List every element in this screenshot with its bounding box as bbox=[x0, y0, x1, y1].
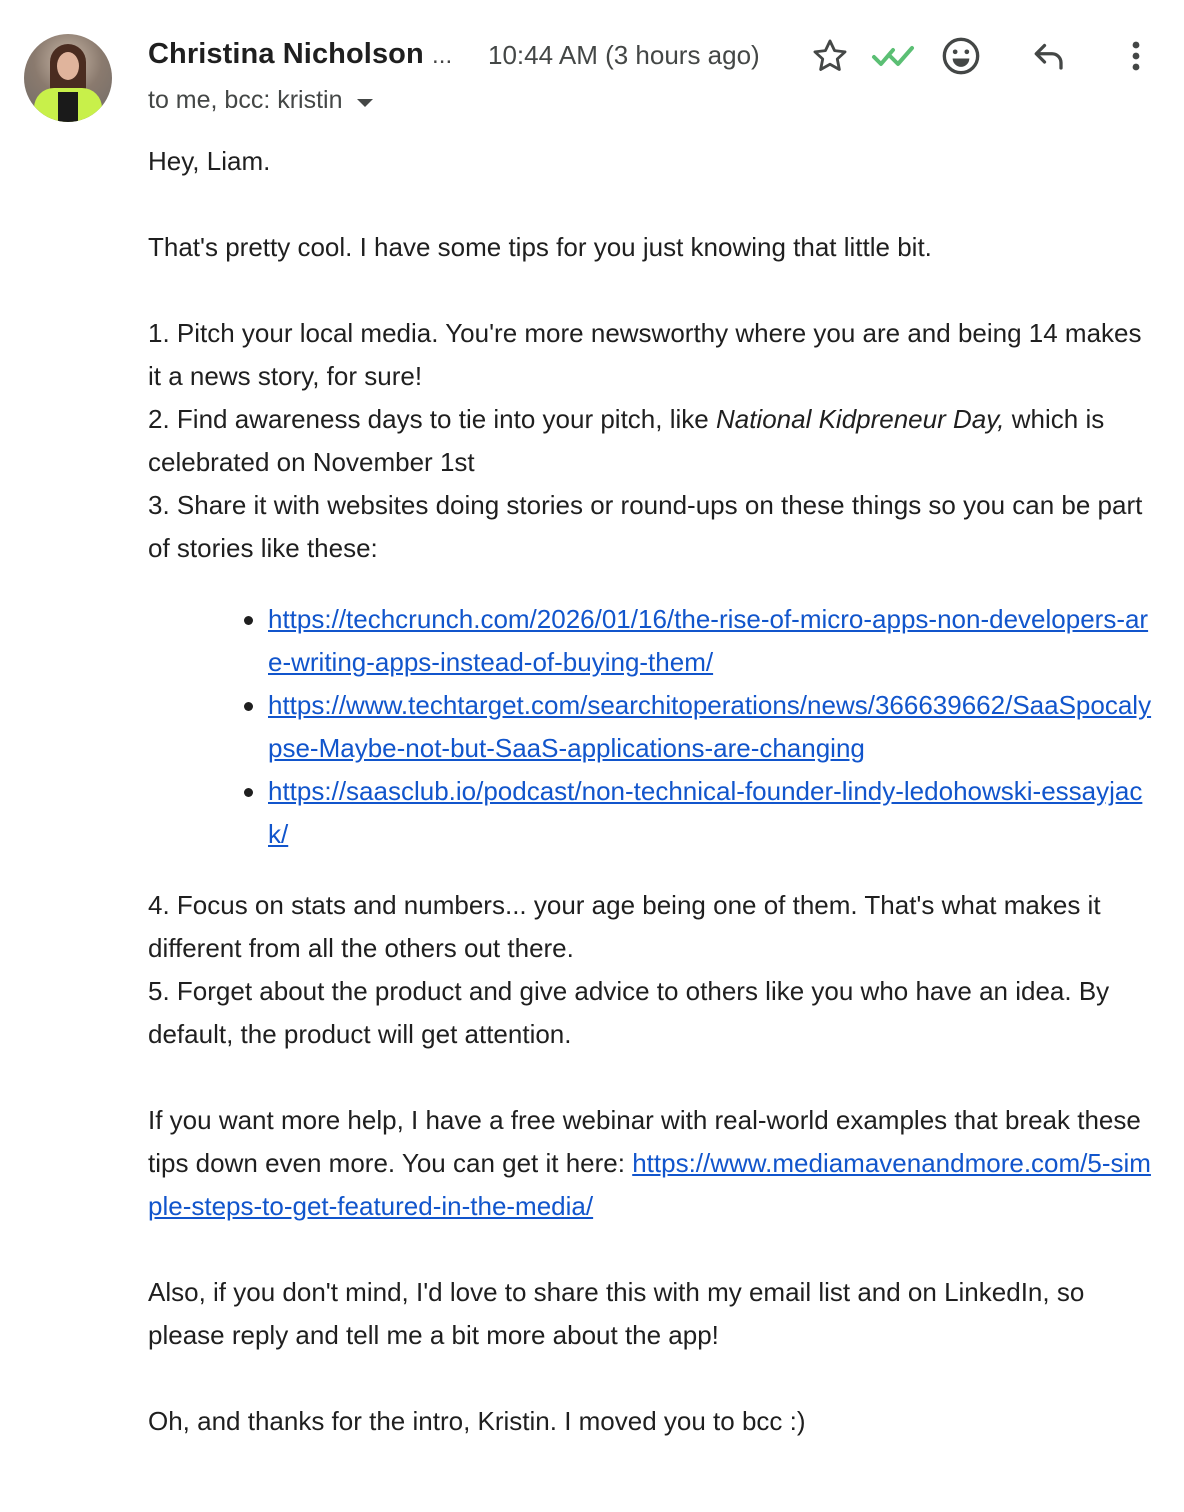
webinar-link[interactable]: https://www.mediamavenandmore.com/5-simple-steps-to-get-featured-in-the-media/ bbox=[148, 1148, 1151, 1221]
tip-2-italic: National Kidpreneur Day, bbox=[715, 404, 1005, 434]
list-item bbox=[268, 598, 1158, 684]
timestamp: 10:44 AM (3 hours ago) bbox=[488, 40, 760, 70]
email-body bbox=[148, 140, 1158, 1443]
chevron-down-icon[interactable] bbox=[357, 99, 373, 107]
recipients-text: to me, bcc: kristin bbox=[148, 86, 343, 114]
star-icon[interactable] bbox=[808, 34, 852, 78]
tip-5: 5. Forget about the product and give advice to others like you who have an idea. By default, the product will get attention. bbox=[148, 976, 1110, 1049]
webinar-text: If you want more help, I have a free webinar with real-world examples that break these tips down even more. You can get it here: bbox=[148, 1105, 1141, 1178]
webinar-paragraph bbox=[148, 1099, 1158, 1228]
sender-name[interactable] bbox=[148, 38, 452, 71]
intro-paragraph: That's pretty cool. I have some tips for you just knowing that little bit. bbox=[148, 232, 932, 262]
sender-avatar[interactable] bbox=[24, 34, 112, 122]
avatar-shirt bbox=[58, 92, 78, 122]
reply-icon[interactable] bbox=[1026, 34, 1072, 78]
link-techcrunch[interactable]: https://techcrunch.com/2026/01/16/the-rise-of-micro-apps-non-developers-are-writing-apps-instead-of-buying-them/ bbox=[268, 604, 1149, 677]
tip-4: 4. Focus on stats and numbers... your age being one of them. That's what makes it different from all the others out there. bbox=[148, 890, 1101, 963]
greeting: Hey, Liam. bbox=[148, 146, 271, 176]
link-techtarget[interactable]: https://www.techtarget.com/searchitoperations/news/366639662/SaaSpocalypse-Maybe-not-but-SaaS-applications-are-changing bbox=[268, 690, 1152, 763]
tip-1: 1. Pitch your local media. You're more newsworthy where you are and being 14 makes it a news story, for sure! bbox=[148, 318, 1142, 391]
closing-paragraph: Oh, and thanks for the intro, Kristin. I moved you to bcc :) bbox=[148, 1406, 806, 1436]
links-list-container bbox=[148, 598, 1158, 856]
list-item bbox=[268, 684, 1158, 770]
sender-name-text: Christina Nicholson bbox=[148, 38, 424, 70]
tip-3: 3. Share it with websites doing stories or round-ups on these things so you can be part of stories like these: bbox=[148, 490, 1143, 563]
tip-2-suffix: which is celebrated on November 1st bbox=[148, 404, 1105, 477]
share-request-paragraph: Also, if you don't mind, I'd love to share this with my email list and on LinkedIn, so please reply and tell me a bit more about the app! bbox=[148, 1277, 1085, 1350]
more-vert-icon[interactable] bbox=[1120, 34, 1152, 78]
emoji-icon[interactable] bbox=[938, 34, 984, 78]
list-item bbox=[268, 770, 1158, 856]
links-list bbox=[148, 598, 1158, 856]
double-check-icon bbox=[870, 34, 918, 78]
sender-ellipsis: ... bbox=[432, 42, 453, 69]
link-saasclub[interactable]: https://saasclub.io/podcast/non-technical-founder-lindy-ledohowski-essayjack/ bbox=[268, 776, 1143, 849]
recipients[interactable] bbox=[148, 86, 373, 115]
tip-2 bbox=[148, 398, 1158, 484]
avatar-face bbox=[57, 52, 79, 80]
tip-2-prefix: 2. Find awareness days to tie into your pitch, like bbox=[148, 404, 716, 434]
